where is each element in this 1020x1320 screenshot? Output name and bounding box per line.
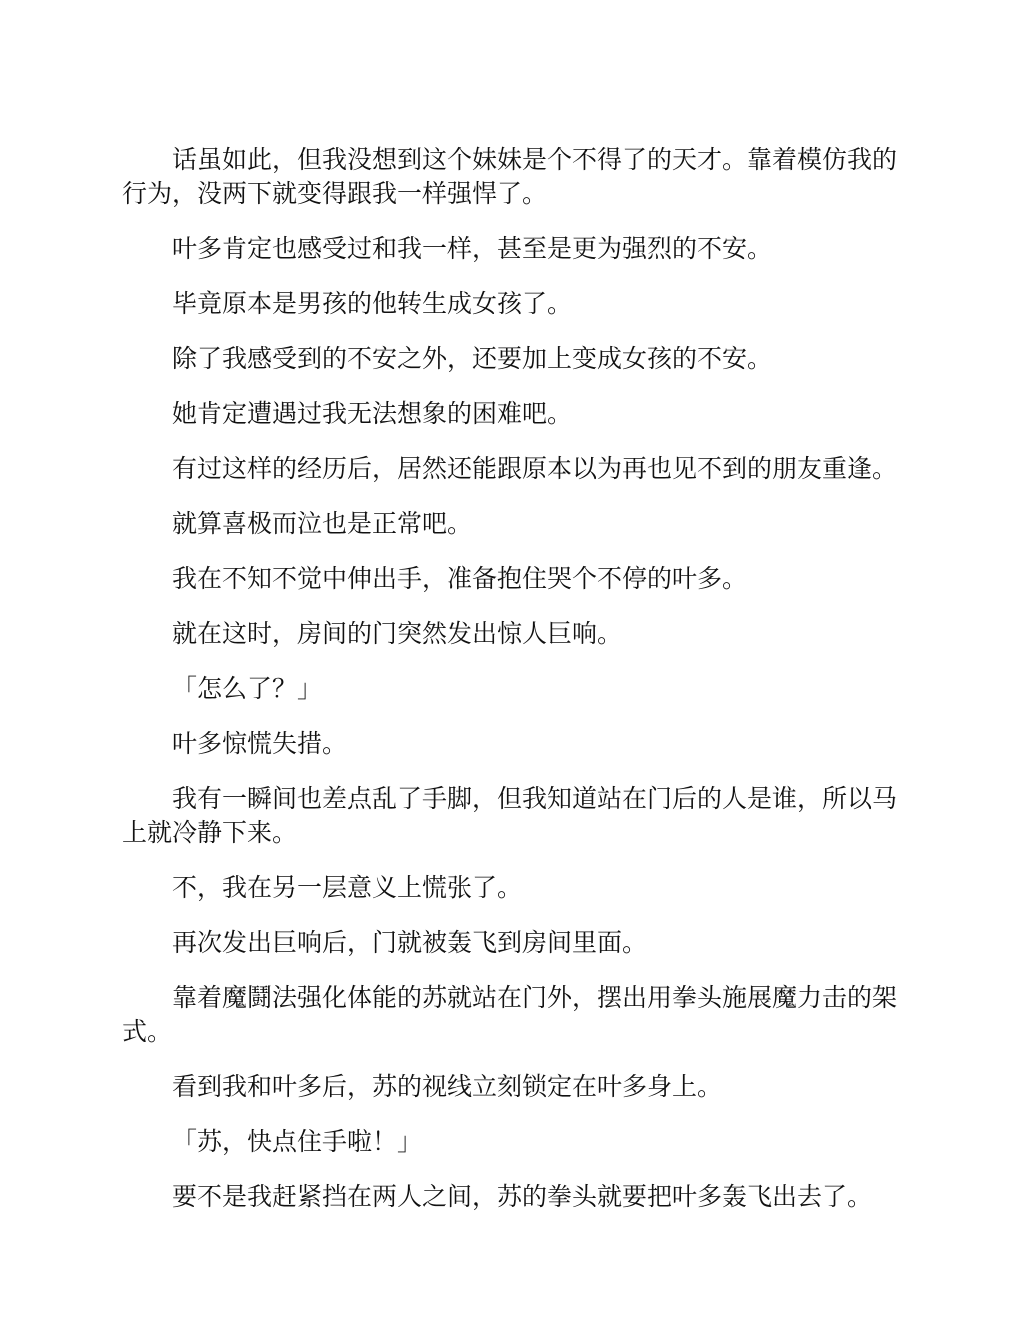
- dialogue-paragraph: 「怎么了？」: [172, 674, 323, 703]
- paragraph: 毕竟原本是男孩的他转生成女孩了。: [172, 289, 573, 318]
- paragraph: 就在这时，房间的门突然发出惊人巨响。: [172, 619, 623, 648]
- paragraph: 就算喜极而泣也是正常吧。: [172, 509, 473, 538]
- paragraph: 除了我感受到的不安之外，还要加上变成女孩的不安。: [172, 344, 773, 373]
- paragraph: 靠着魔鬪法强化体能的苏就站在门外，摆出用拳头施展魔力击的架式。: [122, 983, 898, 1046]
- paragraph: 叶多惊慌失措。: [172, 729, 348, 758]
- paragraph: 她肯定遭遇过我无法想象的困难吧。: [172, 399, 573, 428]
- paragraph: 我有一瞬间也差点乱了手脚，但我知道站在门后的人是谁，所以马上就冷静下来。: [122, 784, 898, 847]
- paragraph: 要不是我赶紧挡在两人之间，苏的拳头就要把叶多轰飞出去了。: [172, 1182, 873, 1211]
- paragraph: 话虽如此，但我没想到这个妹妹是个不得了的天才。靠着模仿我的行为，没两下就变得跟我一样强悍了。: [122, 145, 898, 208]
- paragraph: 叶多肯定也感受过和我一样，甚至是更为强烈的不安。: [172, 234, 773, 263]
- paragraph: 看到我和叶多后，苏的视线立刻锁定在叶多身上。: [172, 1072, 723, 1101]
- paragraph: 再次发出巨响后，门就被轰飞到房间里面。: [172, 928, 648, 957]
- paragraph: 我在不知不觉中伸出手，准备抱住哭个不停的叶多。: [172, 564, 748, 593]
- paragraph: 不，我在另一层意义上慌张了。: [172, 873, 523, 902]
- body-text: [122, 143, 898, 1235]
- dialogue-paragraph: 「苏，快点住手啦！」: [172, 1127, 423, 1156]
- paragraph: 有过这样的经历后，居然还能跟原本以为再也见不到的朋友重逢。: [172, 454, 898, 483]
